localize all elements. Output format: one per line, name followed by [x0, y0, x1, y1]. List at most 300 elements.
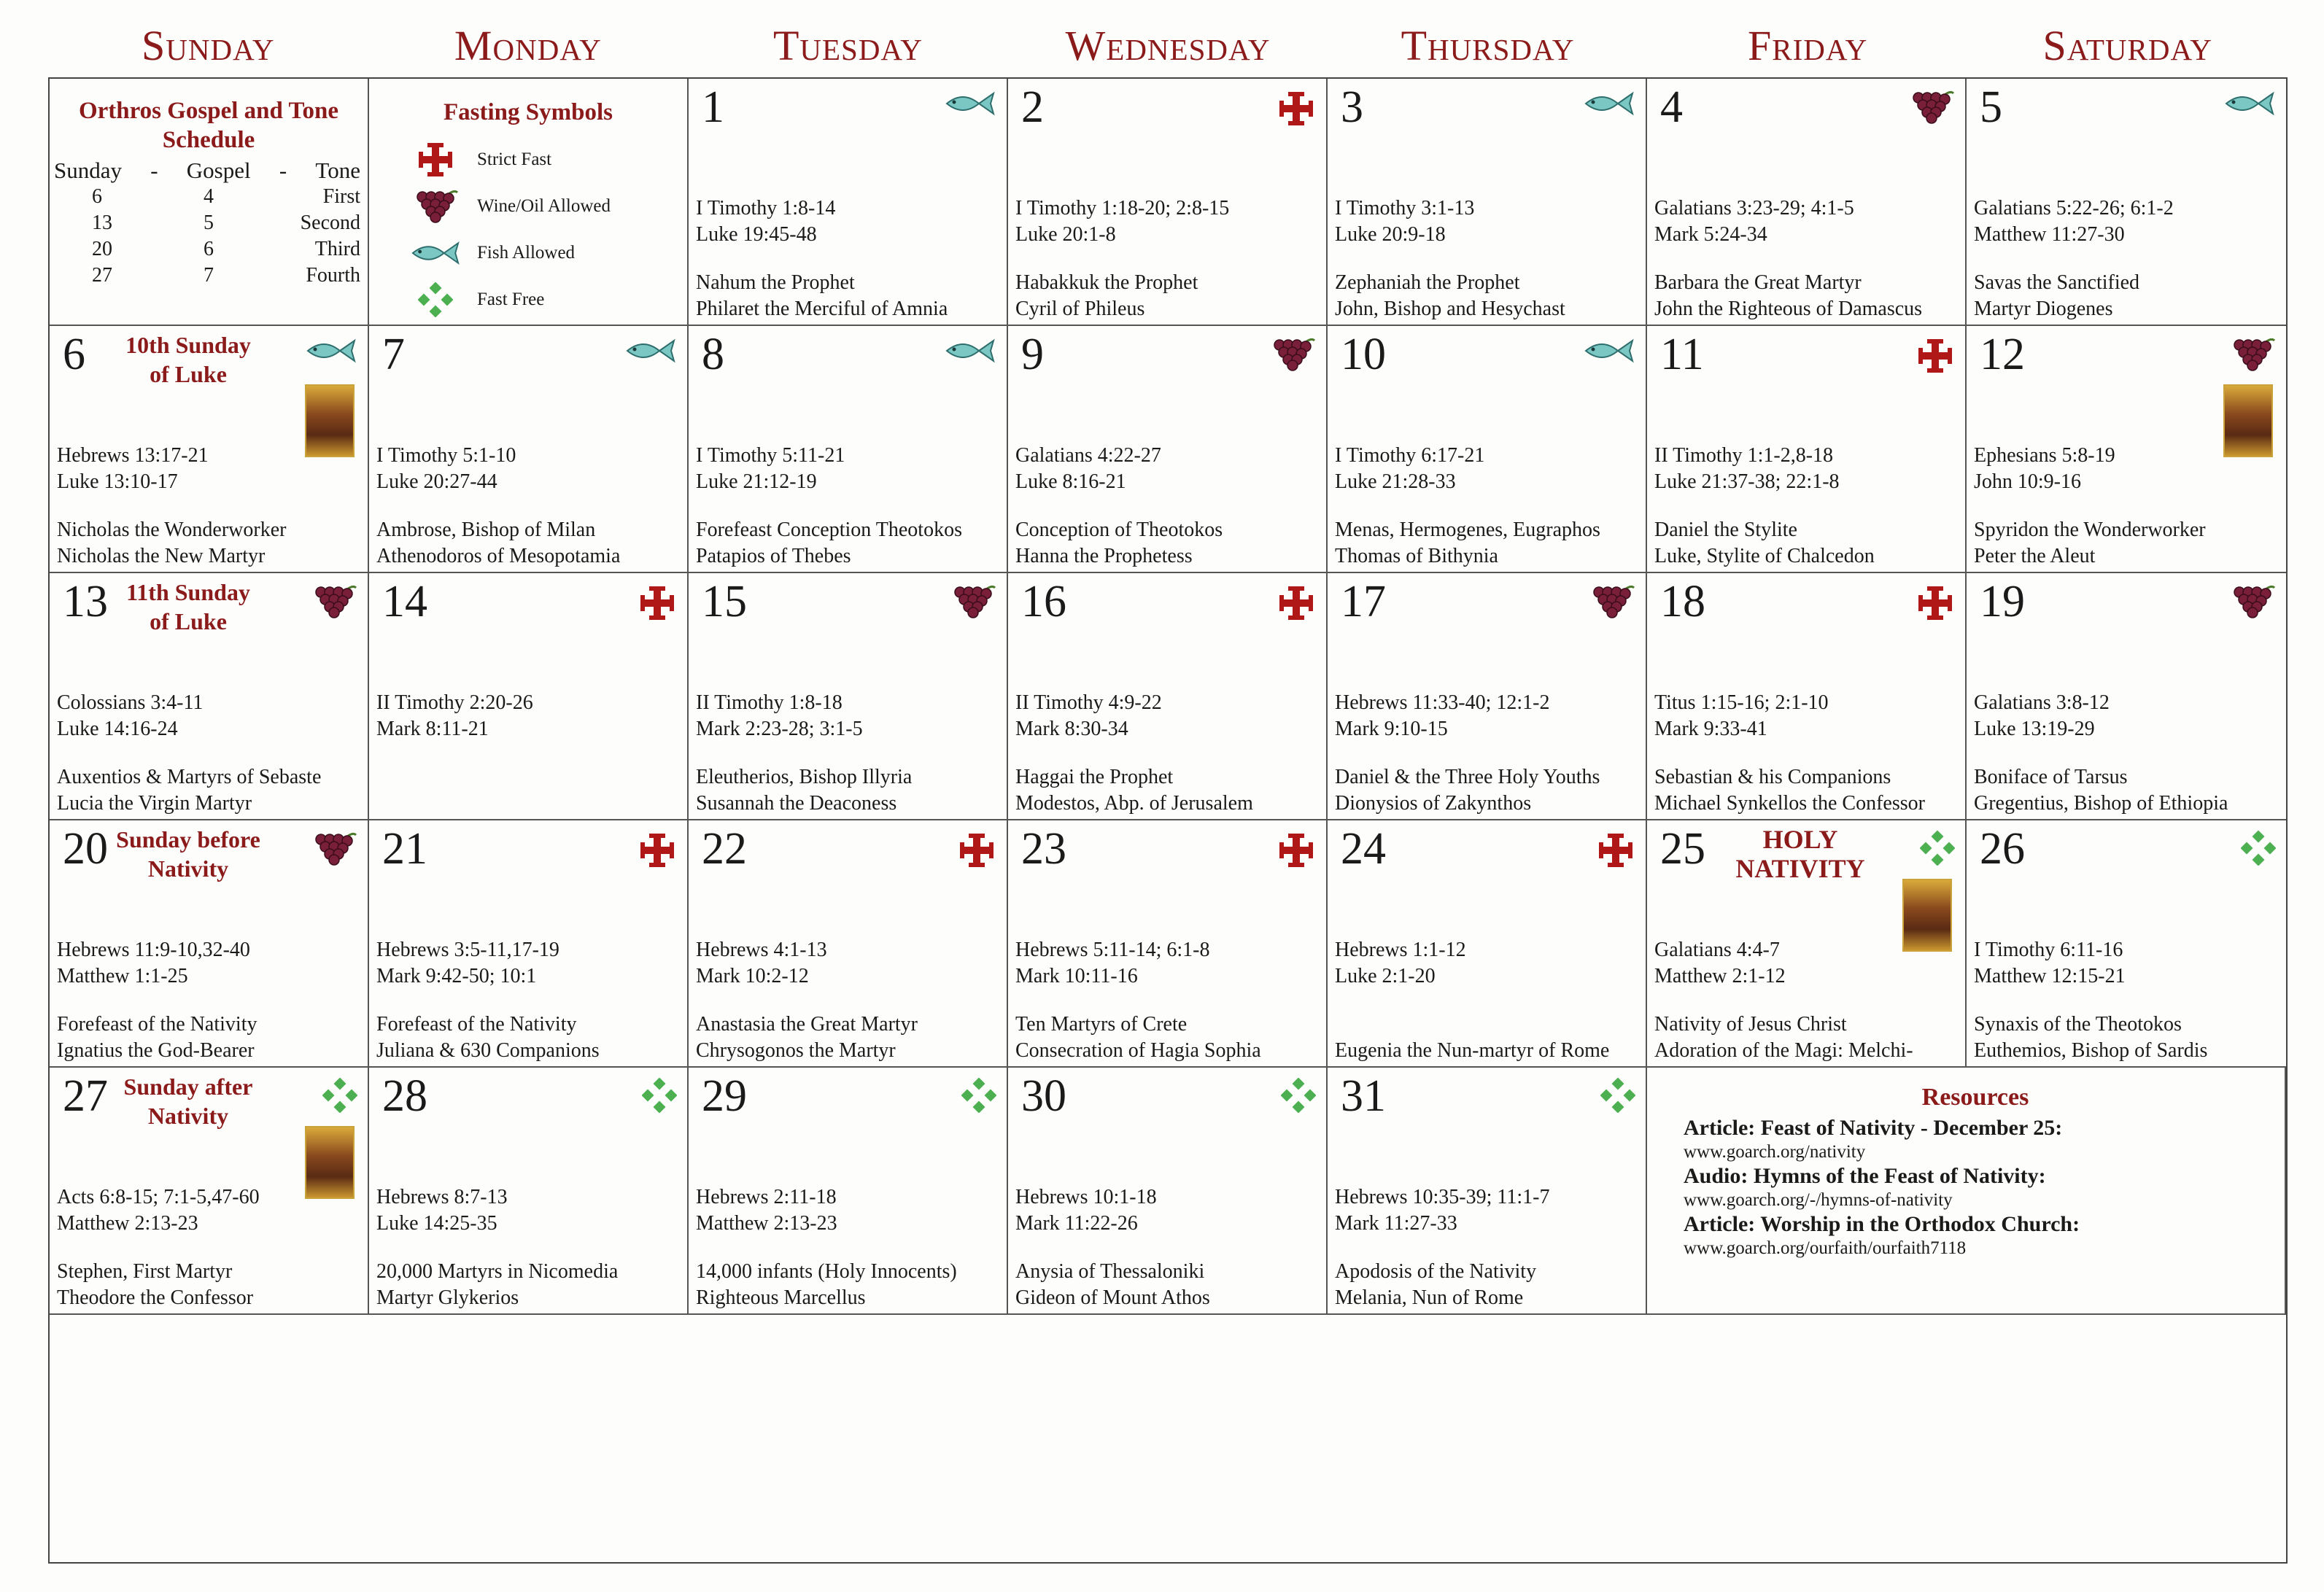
saint-line: Euthemios, Bishop of Sardis: [1974, 1039, 2208, 1062]
day-cell: [50, 1068, 369, 1315]
epistle-reading: Galatians 5:22-26; 6:1-2: [1974, 197, 2174, 220]
scripture-readings: [1015, 1184, 1157, 1237]
day-number: 16: [1021, 577, 1066, 626]
saint-line: Righteous Marcellus: [696, 1286, 866, 1309]
saint-line: [376, 764, 651, 791]
saints-commemorated: [1015, 1259, 1210, 1315]
epistle-reading: Hebrews 8:7-13: [376, 1186, 508, 1208]
diamond-icon: [322, 1078, 357, 1117]
epistle-reading: I Timothy 1:18-20; 2:8-15: [1015, 197, 1230, 220]
schedule-row: [50, 184, 368, 210]
scripture-readings: [1974, 443, 2115, 495]
day-cell: [1647, 820, 1967, 1068]
day-number: 26: [1980, 824, 2025, 874]
saints-commemorated: [57, 1011, 344, 1068]
saint-line: Ambrose, Bishop of Milan: [376, 519, 596, 541]
resource-heading: Article: Feast of Nativity - December 25:: [1684, 1116, 2063, 1140]
weekday-wednesday: Wednesday: [1065, 22, 1271, 69]
saint-line: Philaret the Merciful of Amnia: [696, 298, 948, 320]
saints-commemorated: [1015, 517, 1227, 573]
saint-line: Lucia the Virgin Martyr: [57, 792, 252, 815]
saint-line: Peter the Aleut: [1974, 545, 2096, 567]
day-number: 21: [382, 824, 427, 874]
cross-icon: [1596, 831, 1635, 874]
saint-line: Habakkuk the Prophet: [1015, 271, 1198, 294]
gospel-reading: Mark 9:33-41: [1654, 718, 1767, 740]
scripture-readings: [57, 1184, 260, 1237]
diamond-icon: [2241, 831, 2276, 869]
grapes-icon: [311, 831, 357, 871]
gospel-reading: Mark 10:11-16: [1015, 965, 1138, 987]
saint-line: Ignatius the God-Bearer: [57, 1039, 255, 1062]
day-cell: [369, 820, 689, 1068]
saint-icon-image: [305, 384, 355, 457]
schedule-header-cell: -: [150, 158, 158, 183]
day-cell: [1967, 326, 2286, 573]
epistle-reading: Galatians 3:23-29; 4:1-5: [1654, 197, 1854, 220]
day-cell: [369, 326, 689, 573]
day-number: 31: [1341, 1071, 1386, 1121]
fasting-label: Wine/Oil Allowed: [477, 196, 611, 216]
saint-line: Luke, Stylite of Chalcedon: [1654, 545, 1875, 567]
saint-line: [376, 1311, 680, 1315]
saint-line: Adoration of the Magi: Melchi-: [1654, 1039, 1913, 1062]
day-number: 9: [1021, 330, 1044, 379]
saint-line: Gregentius, Bishop of Ethiopia: [1974, 792, 2228, 815]
epistle-reading: Hebrews 5:11-14; 6:1-8: [1015, 939, 1210, 961]
fasting-legend-item: [369, 276, 687, 323]
fish-icon: [944, 89, 996, 122]
saint-line: Martyr Glykerios: [376, 1286, 519, 1309]
diamond-icon: [642, 1078, 677, 1117]
feast-line: HOLY: [1762, 825, 1838, 854]
gospel-reading: Luke 20:9-18: [1335, 223, 1446, 246]
saint-line: Eleutherios, Bishop Illyria: [696, 766, 913, 788]
day-number: 2: [1021, 82, 1044, 132]
day-number: 7: [382, 330, 405, 379]
day-cell: [1328, 79, 1647, 326]
saint-line: Consecration of Hagia Sophia: [1015, 1039, 1261, 1062]
epistle-reading: II Timothy 1:1-2,8-18: [1654, 444, 1834, 467]
day-cell: [50, 820, 369, 1068]
saint-line: Hanna the Prophetess: [1015, 545, 1193, 567]
saint-line: [376, 791, 651, 817]
saint-line: [57, 1311, 282, 1315]
saint-line: Conception of Theotokos: [1015, 519, 1223, 541]
schedule-cell: Fourth: [306, 264, 360, 287]
saint-line: [696, 1311, 957, 1315]
saint-line: Nicholas the New Martyr: [57, 545, 266, 567]
epistle-reading: Galatians 4:4-7: [1654, 939, 1780, 961]
saint-line: Susannah the Deaconess: [696, 792, 897, 815]
day-cell: [689, 326, 1008, 573]
saints-commemorated: [1974, 517, 2228, 573]
saints-commemorated: [1015, 1011, 1272, 1068]
saints-commemorated: [1335, 1259, 1647, 1315]
day-number: 24: [1341, 824, 1386, 874]
saint-line: Synaxis of the Theotokos: [1974, 1013, 2182, 1036]
resource-heading: Audio: Hymns of the Feast of Nativity:: [1684, 1164, 2046, 1188]
schedule-cell: 6: [92, 185, 102, 208]
scripture-readings: [376, 690, 533, 742]
day-number: 6: [63, 330, 85, 379]
saint-line: Daniel & the Three Holy Youths: [1335, 766, 1600, 788]
epistle-reading: I Timothy 3:1-13: [1335, 197, 1475, 220]
scripture-readings: [376, 937, 559, 990]
scripture-readings: [1015, 195, 1229, 248]
scripture-readings: [1654, 195, 1854, 248]
fasting-symbols-legend: [369, 79, 689, 326]
epistle-reading: Hebrews 11:33-40; 12:1-2: [1335, 691, 1550, 714]
fasting-legend-item: [369, 136, 687, 183]
feast-title: [115, 578, 261, 636]
epistle-reading: Titus 1:15-16; 2:1-10: [1654, 691, 1829, 714]
epistle-reading: II Timothy 1:8-18: [696, 691, 843, 714]
gospel-reading: Luke 20:27-44: [376, 470, 497, 493]
schedule-row: [50, 236, 368, 263]
day-number: 25: [1660, 824, 1705, 874]
feast-line: NATIVITY: [1735, 854, 1865, 883]
schedule-cell: 5: [203, 211, 214, 234]
fish-icon: [1583, 336, 1635, 369]
day-number: 5: [1980, 82, 2002, 132]
gospel-reading: Matthew 2:13-23: [696, 1212, 837, 1235]
feast-title: [115, 825, 261, 883]
saint-line: Michael Synkellos the Confessor: [1654, 792, 1925, 815]
epistle-reading: Hebrews 4:1-13: [696, 939, 827, 961]
saints-commemorated: [57, 1259, 282, 1315]
saint-line: [1335, 1311, 1647, 1315]
gospel-reading: Mark 11:22-26: [1015, 1212, 1138, 1235]
scripture-readings: [696, 690, 863, 742]
saints-commemorated: [696, 764, 978, 820]
schedule-header-cell: Sunday: [54, 158, 122, 183]
gospel-reading: Mark 9:10-15: [1335, 718, 1448, 740]
weekday-saturday: Saturday: [2042, 22, 2212, 69]
epistle-reading: Hebrews 13:17-21: [57, 444, 209, 467]
saint-line: Forefeast Conception Theotokos: [696, 519, 962, 541]
saints-commemorated: [57, 764, 366, 820]
scripture-readings: [1015, 443, 1161, 495]
saint-line: Cyril of Phileus: [1015, 298, 1145, 320]
day-cell: [1008, 79, 1328, 326]
day-cell: [689, 573, 1008, 820]
day-cell: [1008, 820, 1328, 1068]
fasting-title: Fasting Symbols: [444, 99, 613, 125]
resource-heading: Article: Worship in the Orthodox Church:: [1684, 1212, 2080, 1236]
feast-title: [115, 330, 261, 389]
saint-line: Forefeast of the Nativity: [57, 1013, 257, 1036]
grapes-icon: [2229, 336, 2276, 376]
day-number: 20: [63, 824, 108, 874]
diamond-icon: [1920, 831, 1955, 869]
saint-line: Barbara the Great Martyr: [1654, 271, 1862, 294]
epistle-reading: Ephesians 5:8-19: [1974, 444, 2115, 467]
saints-commemorated: [1015, 764, 1279, 820]
saint-line: 20,000 Martyrs in Nicomedia: [376, 1260, 619, 1283]
fasting-label: Fish Allowed: [477, 243, 576, 263]
weekday-monday: Monday: [454, 22, 602, 69]
scripture-readings: [1654, 937, 1786, 990]
epistle-reading: Hebrews 2:11-18: [696, 1186, 837, 1208]
gospel-reading: Matthew 2:1-12: [1654, 965, 1786, 987]
scripture-readings: [57, 443, 209, 495]
day-number: 12: [1980, 330, 2025, 379]
feast-line: Nativity: [147, 855, 229, 882]
epistle-reading: Hebrews 10:35-39; 11:1-7: [1335, 1186, 1550, 1208]
gospel-reading: Matthew 1:1-25: [57, 965, 188, 987]
feast-line: Nativity: [147, 1103, 229, 1129]
schedule-cell: 27: [92, 264, 112, 287]
saints-commemorated: [696, 1011, 945, 1068]
day-number: 27: [63, 1071, 108, 1121]
saints-commemorated: [696, 270, 948, 326]
saint-line: Haggai the Prophet: [1015, 766, 1174, 788]
scripture-readings: [1335, 690, 1549, 742]
scripture-readings: [1335, 195, 1474, 248]
saints-commemorated: [1654, 1011, 1919, 1068]
day-number: 17: [1341, 577, 1386, 626]
day-cell: [1647, 326, 1967, 573]
grapes-icon: [1589, 583, 1635, 624]
scripture-readings: [376, 443, 516, 495]
day-cell: [1328, 1068, 1647, 1315]
schedule-header: [50, 155, 368, 184]
schedule-cell: First: [322, 185, 360, 208]
cross-icon: [638, 831, 677, 874]
fish-icon: [2223, 89, 2276, 122]
day-cell: [689, 79, 1008, 326]
feast-line: 11th Sunday: [126, 579, 250, 605]
day-number: 15: [702, 577, 747, 626]
diamond-icon: [1600, 1078, 1635, 1117]
resources-panel: [1647, 1068, 2286, 1315]
feast-line: 10th Sunday: [125, 332, 251, 358]
weekday-header: [48, 15, 2288, 77]
day-cell: [689, 1068, 1008, 1315]
day-number: 23: [1021, 824, 1066, 874]
saint-line: Anastasia the Great Martyr: [696, 1013, 918, 1036]
cross-icon: [1277, 583, 1316, 626]
scripture-readings: [1654, 443, 1840, 495]
epistle-reading: Hebrews 11:9-10,32-40: [57, 939, 250, 961]
day-number: 30: [1021, 1071, 1066, 1121]
feast-line: of Luke: [150, 361, 227, 387]
gospel-reading: Luke 2:1-20: [1335, 965, 1436, 987]
day-cell: [1647, 573, 1967, 820]
saint-line: Savas the Sanctified: [1974, 271, 2140, 294]
day-number: 4: [1660, 82, 1683, 132]
scripture-readings: [376, 1184, 508, 1237]
scripture-readings: [1974, 195, 2174, 248]
saint-line: Juliana & 630 Companions: [376, 1039, 600, 1062]
schedule-cell: 7: [203, 264, 214, 287]
epistle-reading: Hebrews 3:5-11,17-19: [376, 939, 559, 961]
scripture-readings: [1974, 690, 2110, 742]
saint-line: Martyr Diogenes: [1974, 298, 2113, 320]
resources-title: Resources: [1921, 1084, 2029, 1111]
fasting-label: Strict Fast: [477, 150, 552, 169]
grapes-icon: [2229, 583, 2276, 624]
schedule-header-cell: Gospel: [186, 158, 251, 183]
scripture-readings: [696, 1184, 837, 1237]
saint-line: Apodosis of the Nativity: [1335, 1260, 1537, 1283]
epistle-reading: I Timothy 5:11-21: [696, 444, 845, 467]
saint-line: Eugenia the Nun-martyr of Rome: [1335, 1039, 1610, 1062]
fish-icon: [1583, 89, 1635, 122]
day-number: 14: [382, 577, 427, 626]
weekday-tuesday: Tuesday: [772, 22, 923, 69]
schedule-row: [50, 210, 368, 236]
gospel-reading: Mark 9:42-50; 10:1: [376, 965, 537, 987]
scripture-readings: [1654, 690, 1829, 742]
saints-commemorated: [696, 1259, 957, 1315]
scripture-readings: [1335, 443, 1484, 495]
gospel-reading: Luke 13:10-17: [57, 470, 178, 493]
saint-line: John the Righteous of Damascus: [1654, 298, 1923, 320]
gospel-reading: Mark 8:11-21: [376, 718, 489, 740]
gospel-reading: Luke 14:16-24: [57, 718, 178, 740]
weekday-thursday: Thursday: [1401, 22, 1575, 69]
day-cell: [1967, 820, 2286, 1068]
saints-commemorated: [1974, 764, 2235, 820]
epistle-reading: Galatians 3:8-12: [1974, 691, 2110, 714]
day-cell: [1328, 573, 1647, 820]
scripture-readings: [1015, 690, 1162, 742]
gospel-reading: Mark 11:27-33: [1335, 1212, 1457, 1235]
epistle-reading: Galatians 4:22-27: [1015, 444, 1161, 467]
saint-line: Nahum the Prophet: [696, 271, 855, 294]
day-number: 10: [1341, 330, 1386, 379]
day-number: 28: [382, 1071, 427, 1121]
gospel-reading: Luke 20:1-8: [1015, 223, 1116, 246]
scripture-readings: [1335, 937, 1466, 990]
saints-commemorated: [376, 517, 638, 573]
epistle-reading: Acts 6:8-15; 7:1-5,47-60: [57, 1186, 260, 1208]
gospel-reading: Matthew 11:27-30: [1974, 223, 2125, 246]
saints-commemorated: [1974, 270, 2169, 326]
scripture-readings: [696, 443, 845, 495]
scripture-readings: [57, 690, 203, 742]
day-cell: [1008, 1068, 1328, 1315]
gospel-reading: Luke 19:45-48: [696, 223, 817, 246]
saints-commemorated: [696, 517, 969, 573]
day-cell: [50, 573, 369, 820]
saints-commemorated: [1015, 270, 1214, 326]
saint-line: Dionysios of Zakynthos: [1335, 792, 1532, 815]
saint-line: Sebastian & his Companions: [1654, 766, 1891, 788]
scripture-readings: [696, 937, 827, 990]
schedule-cell: 6: [203, 238, 214, 260]
saint-line: Modestos, Abp. of Jerusalem: [1015, 792, 1253, 815]
saints-commemorated: [376, 1011, 664, 1068]
fasting-label: Fast Free: [477, 290, 545, 309]
schedule-cell: 4: [203, 185, 214, 208]
schedule-cell: 13: [92, 211, 112, 234]
saints-commemorated: [1335, 1011, 1609, 1068]
saint-line: Daniel the Stylite: [1654, 519, 1797, 541]
gospel-reading: Luke 21:28-33: [1335, 470, 1456, 493]
cross-icon: [410, 140, 461, 179]
gospel-reading: Matthew 2:13-23: [57, 1212, 198, 1235]
tone-schedule-panel: [50, 79, 369, 326]
cross-icon: [1277, 89, 1316, 132]
gospel-reading: Mark 5:24-34: [1654, 223, 1767, 246]
fish-icon: [624, 336, 677, 369]
saint-line: Patapios of Thebes: [696, 545, 851, 567]
cross-icon: [1916, 336, 1955, 379]
saints-commemorated: [376, 1259, 680, 1315]
saints-commemorated: [1335, 270, 1565, 326]
grapes-icon: [311, 583, 357, 624]
resource-link[interactable]: www.goarch.org/-/hymns-of-nativity: [1684, 1190, 1953, 1210]
saint-line: Thomas of Bithynia: [1335, 545, 1498, 567]
day-number: 8: [702, 330, 724, 379]
saint-line: Boniface of Tarsus: [1974, 766, 2128, 788]
fish-icon: [410, 238, 461, 268]
saint-line: Zephaniah the Prophet: [1335, 271, 1520, 294]
schedule-title: Orthros Gospel and Tone Schedule: [78, 98, 339, 153]
gospel-reading: Luke 13:19-29: [1974, 718, 2095, 740]
day-cell: [1328, 820, 1647, 1068]
saint-icon-image: [2223, 384, 2273, 457]
gospel-reading: Mark 2:23-28; 3:1-5: [696, 718, 863, 740]
feast-line: Sunday before: [116, 826, 260, 853]
epistle-reading: Hebrews 10:1-18: [1015, 1186, 1157, 1208]
feast-line: of Luke: [150, 608, 227, 634]
saint-line: Anysia of Thessaloniki: [1015, 1260, 1205, 1283]
gospel-reading: Luke 8:16-21: [1015, 470, 1126, 493]
weekday-sunday: Sunday: [142, 22, 275, 69]
saint-line: Spyridon the Wonderworker: [1974, 519, 2206, 541]
day-number: 13: [63, 577, 108, 626]
saint-line: Chrysogonos the Martyr: [696, 1039, 896, 1062]
fish-icon: [944, 336, 996, 369]
cross-icon: [638, 583, 677, 626]
saint-line: 14,000 infants (Holy Innocents): [696, 1260, 957, 1283]
gospel-reading: Mark 8:30-34: [1015, 718, 1128, 740]
resource-link[interactable]: www.goarch.org/ourfaith/ourfaith7118: [1684, 1238, 1967, 1258]
gospel-reading: Luke 21:37-38; 22:1-8: [1654, 470, 1840, 493]
saints-commemorated: [1654, 270, 1922, 326]
day-number: 22: [702, 824, 747, 874]
cross-icon: [1277, 831, 1316, 874]
saint-line: Stephen, First Martyr: [57, 1260, 233, 1283]
grapes-icon: [410, 188, 461, 225]
scripture-readings: [1974, 937, 2126, 990]
grapes-icon: [1908, 89, 1955, 129]
gospel-reading: John 10:9-16: [1974, 470, 2081, 493]
saints-commemorated: [1335, 764, 1600, 820]
day-cell: [369, 1068, 689, 1315]
gospel-reading: Luke 14:25-35: [376, 1212, 497, 1235]
saint-icon-image: [1902, 879, 1952, 952]
saints-commemorated: [1654, 517, 1875, 573]
gospel-reading: Mark 10:2-12: [696, 965, 809, 987]
day-cell: [1008, 573, 1328, 820]
fasting-legend-item: [369, 183, 687, 230]
fish-icon: [305, 336, 357, 369]
resource-link[interactable]: www.goarch.org/nativity: [1684, 1142, 1866, 1162]
feast-line: Sunday after: [123, 1073, 253, 1100]
saint-line: John, Bishop and Hesychast: [1335, 298, 1565, 320]
diamond-icon: [410, 282, 461, 317]
saint-line: Nicholas the Wonderworker: [57, 519, 287, 541]
day-number: 11: [1660, 330, 1704, 379]
saint-line: Forefeast of the Nativity: [376, 1013, 577, 1036]
day-number: 29: [702, 1071, 747, 1121]
saint-line: Theodore the Confessor: [57, 1286, 254, 1309]
